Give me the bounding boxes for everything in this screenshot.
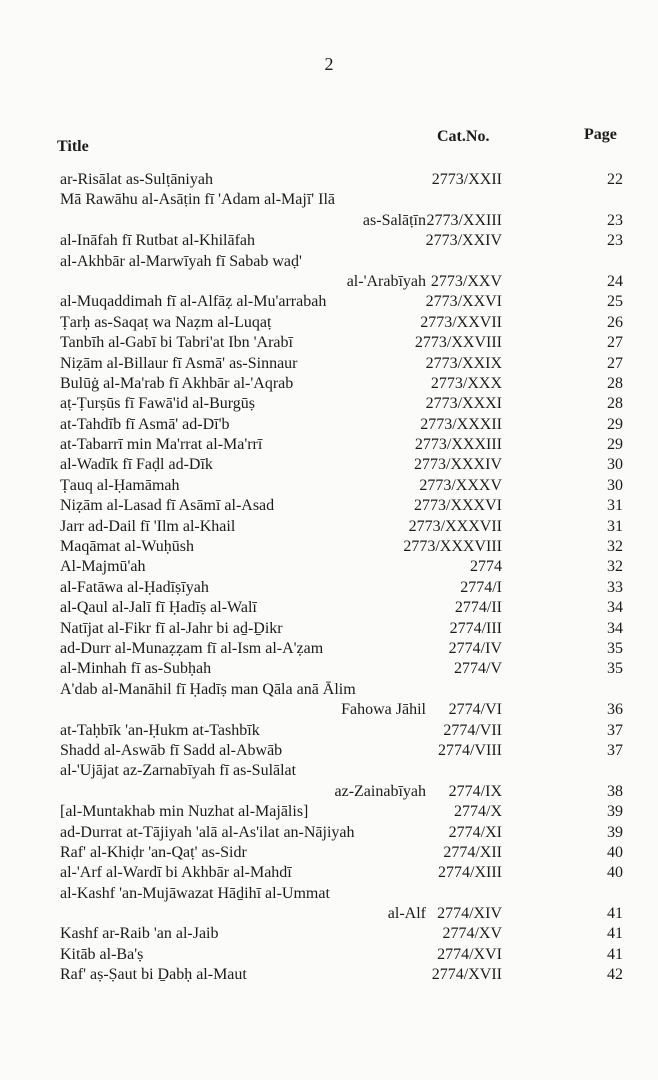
entry-line [0, 455, 658, 475]
entry-page-number: 36 [607, 701, 623, 719]
entry-title: al-'Ujājat az-Zarnabīyah fī as-Sulālat [60, 762, 297, 780]
entry-line [0, 435, 658, 455]
entry-catalog-number: 2773/XXXVII [408, 517, 502, 535]
catalog-entry [0, 517, 658, 537]
entry-title: Niẓām al-Billaur fī Asmā' as-Sinnaur [60, 354, 298, 372]
entry-title: ar-Risālat as-Sulṭāniyah [60, 171, 213, 188]
entry-page-number: 37 [607, 721, 623, 739]
entry-catalog-number: 2774/XIII [438, 864, 502, 882]
catalog-entry [0, 823, 658, 843]
entry-continuation-line [0, 700, 658, 720]
catalog-entry [0, 721, 658, 741]
catalog-entry [0, 924, 658, 944]
entry-page-number: 41 [607, 945, 623, 963]
entry-catalog-number: 2773/XXXIII [414, 436, 502, 454]
entry-line [0, 761, 658, 781]
entry-title: A'dab al-Manāhil fī Ḥadīṣ man Qāla anā Ālim [60, 680, 356, 698]
entry-page-number: 23 [607, 211, 623, 229]
entry-page-number: 29 [607, 415, 623, 433]
entry-page-number: 30 [607, 456, 623, 474]
entry-page-number: 28 [607, 395, 623, 413]
entry-title: Bulūġ al-Ma'rab fī Akhbār al-'Aqrab [60, 374, 294, 392]
entry-page-number: 27 [607, 334, 623, 352]
entry-page-number: 32 [607, 538, 623, 556]
entry-page-number: 39 [607, 823, 623, 841]
entry-title: Ṭarḥ as-Saqaṭ wa Naẓm al-Luqaṭ [60, 313, 272, 331]
entry-page-number: 31 [607, 517, 623, 535]
entry-line [0, 415, 658, 435]
entry-line [0, 333, 658, 353]
catalog-entry [0, 313, 658, 333]
entry-title: ad-Durr al-Munaẓẓam fī al-Ism al-A'ẓam [60, 639, 324, 657]
catalog-entry [0, 455, 658, 475]
entry-title: aṭ-Ṭurṣūs fī Fawā'id al-Burgūṣ [60, 395, 255, 413]
entry-page-number: 28 [607, 374, 623, 392]
entry-catalog-number: 2773/XXVII [420, 313, 502, 331]
entry-page-number: 37 [607, 741, 623, 759]
catalog-entry [0, 537, 658, 557]
catalog-entry [0, 680, 658, 721]
entry-page-number: 31 [607, 497, 623, 515]
catalog-entry [0, 619, 658, 639]
entry-line [0, 659, 658, 679]
entry-page-number: 32 [607, 558, 623, 576]
entry-catalog-number: 2774/V [454, 660, 502, 678]
catalog-entry [0, 578, 658, 598]
entry-title: at-Tahdīb fī Asmā' ad-Dī'b [60, 415, 230, 433]
entry-title-continuation: al-'Arabīyah [346, 272, 426, 290]
entry-line [0, 863, 658, 883]
catalog-entry [0, 843, 658, 863]
entry-line [0, 170, 658, 190]
entry-page-number: 29 [607, 436, 623, 454]
entry-page-number: 25 [607, 293, 623, 311]
catalog-entry [0, 639, 658, 659]
catalog-entry [0, 965, 658, 985]
entry-catalog-number: 2774/III [449, 619, 502, 637]
entry-page-number: 24 [607, 272, 623, 290]
entry-line [0, 680, 658, 700]
entry-title: al-Fatāwa al-Ḥadīṣīyah [60, 578, 209, 596]
page-number: 2 [324, 54, 334, 74]
entry-page-number: 42 [607, 966, 623, 984]
entry-catalog-number: 2774/XV [442, 925, 502, 943]
column-header [0, 128, 658, 154]
catalog-entry [0, 292, 658, 312]
entry-page-number: 40 [607, 864, 623, 882]
catalog-entry [0, 741, 658, 761]
entry-title: Raf' aṣ-Ṣaut bi Ḏabḥ al-Maut [60, 966, 247, 984]
entry-title: al-Wadīk fī Faḍl ad-Dīk [60, 456, 213, 474]
entry-catalog-number: 2773/XXV [430, 272, 502, 290]
catalog-entry [0, 231, 658, 251]
entry-title: Al-Majmū'ah [60, 558, 146, 576]
entry-title: Mā Rawāhu al-Asāṭin fī 'Adam al-Majī' Ilā [60, 191, 336, 209]
entry-catalog-number: 2774/XII [443, 843, 502, 861]
entry-line [0, 354, 658, 374]
entry-catalog-number: 2773/XXIV [425, 232, 502, 250]
entry-line [0, 496, 658, 516]
entry-title-continuation: al-Alf [387, 905, 426, 923]
entry-page-number: 22 [607, 171, 623, 188]
entry-page-number: 26 [607, 313, 623, 331]
catalog-entry [0, 884, 658, 925]
entry-catalog-number: 2774/IX [448, 782, 502, 800]
entry-line [0, 313, 658, 333]
entry-title: at-Taḥbīk 'an-Ḥukm at-Tashbīk [60, 721, 260, 739]
entry-title: Natījat al-Fikr fī al-Jahr bi aḏ-Ḏikr [60, 619, 283, 637]
catalog-entry [0, 598, 658, 618]
entry-page-number: 35 [607, 660, 623, 678]
entry-title: al-Muqaddimah fī al-Alfāẓ al-Mu'arrabah [60, 293, 327, 311]
entry-title: al-'Arf al-Wardī bi Akhbār al-Mahdī [60, 864, 292, 882]
entry-line [0, 721, 658, 741]
entry-catalog-number: 2774/II [454, 599, 502, 617]
entry-title: Tanbīh al-Gabī bi Tabri'at Ibn 'Arabī [60, 334, 293, 352]
entry-line [0, 741, 658, 761]
catalog-entry [0, 659, 658, 679]
entry-title: al-Kashf 'an-Mujāwazat Hāḏihī al-Ummat [60, 884, 330, 902]
catalog-entry [0, 252, 658, 293]
entry-catalog-number: 2773/XXII [431, 171, 502, 188]
entry-page-number: 34 [607, 619, 623, 637]
entry-line [0, 619, 658, 639]
entry-page-number: 33 [607, 578, 623, 596]
entry-page-number: 35 [607, 639, 623, 657]
entry-line [0, 945, 658, 965]
entry-catalog-number: 2774/VII [443, 721, 502, 739]
entry-catalog-number: 2774/VI [448, 701, 502, 719]
catalog-entry [0, 333, 658, 353]
entry-line [0, 884, 658, 904]
entry-page-number: 40 [607, 843, 623, 861]
entry-catalog-number: 2774/VIII [438, 741, 502, 759]
entry-catalog-number: 2773/XXIX [425, 354, 502, 372]
entry-title-continuation: Fahowa Jāhil [341, 701, 426, 719]
entry-catalog-number: 2773/XXVIII [414, 334, 502, 352]
entry-title: al-Ināfah fī Rutbat al-Khilāfah [60, 232, 256, 250]
entry-page-number: 41 [607, 905, 623, 923]
entry-title: at-Tabarrī min Ma'rrat al-Ma'rrī [60, 436, 263, 454]
entry-line [0, 537, 658, 557]
entry-continuation-line [0, 211, 658, 231]
entry-line [0, 252, 658, 272]
entry-title: Ṭauq al-Ḥamāmah [60, 476, 180, 494]
entry-catalog-number: 2774/XI [448, 823, 502, 841]
entry-line [0, 231, 658, 251]
entry-title: Niẓām al-Lasad fī Asāmī al-Asad [60, 497, 275, 515]
catalog-entry [0, 435, 658, 455]
entry-line [0, 517, 658, 537]
entry-title: Jarr ad-Dail fī 'Ilm al-Khail [60, 517, 236, 535]
entry-title: al-Qaul al-Jalī fī Ḥadīṣ al-Walī [60, 599, 257, 617]
entry-page-number: 27 [607, 354, 623, 372]
entry-continuation-line [0, 782, 658, 802]
entry-line [0, 598, 658, 618]
entry-line [0, 924, 658, 944]
entry-title: Kitāb al-Ba'ṣ [60, 945, 144, 963]
entry-line [0, 823, 658, 843]
entry-line [0, 374, 658, 394]
entry-catalog-number: 2774 [470, 558, 502, 576]
entry-title: ad-Durrat at-Tājiyah 'alā al-As'ilat an-Nājiyah [60, 823, 355, 841]
entry-line [0, 965, 658, 985]
entry-catalog-number: 2774/XIV [437, 905, 502, 923]
entry-line [0, 476, 658, 496]
entry-title-continuation: as-Salāṭīn [362, 211, 426, 229]
entry-catalog-number: 2773/XXXII [420, 415, 502, 433]
catalog-entry [0, 945, 658, 965]
entry-line [0, 578, 658, 598]
entry-page-number: 23 [607, 232, 623, 250]
entry-catalog-number: 2773/XXXVI [414, 497, 502, 515]
catalog-entry [0, 496, 658, 516]
catalog-entry [0, 802, 658, 822]
catalog-entry [0, 170, 658, 190]
catalog-entry [0, 415, 658, 435]
entry-title: Raf' al-Khiḍr 'an-Qaṭ' as-Sidr [60, 843, 247, 861]
entry-continuation-line [0, 272, 658, 292]
entry-page-number: 34 [607, 599, 623, 617]
entry-catalog-number: 2774/XVII [431, 966, 502, 984]
catalog-entry [0, 190, 658, 231]
entry-title: Shadd al-Aswāb fī Sadd al-Abwāb [60, 741, 283, 759]
entry-line [0, 843, 658, 863]
entry-line [0, 557, 658, 577]
entry-page-number: 41 [607, 925, 623, 943]
catalog-entries-list [0, 170, 658, 986]
title-column-header: Title [57, 138, 89, 155]
catalog-number-column-header: Cat.No. [437, 128, 490, 145]
catalog-entry [0, 557, 658, 577]
entry-catalog-number: 2773/XXXIV [414, 456, 502, 474]
entry-catalog-number: 2774/X [454, 803, 502, 821]
entry-title: al-Akhbār al-Marwīyah fī Sabab waḍ' [60, 252, 302, 270]
entry-catalog-number: 2774/I [460, 578, 502, 596]
entry-page-number: 30 [607, 476, 623, 494]
entry-line [0, 292, 658, 312]
entry-continuation-line [0, 904, 658, 924]
entry-catalog-number: 2773/XXXV [419, 476, 502, 494]
catalog-entry [0, 354, 658, 374]
entry-page-number: 38 [607, 782, 623, 800]
entry-title: [al-Muntakhab min Nuzhat al-Majālis] [60, 803, 309, 821]
entry-catalog-number: 2773/XXIII [426, 211, 502, 229]
entry-catalog-number: 2774/IV [448, 639, 502, 657]
catalog-entry [0, 863, 658, 883]
entry-catalog-number: 2773/XXXVIII [403, 538, 502, 556]
entry-line [0, 802, 658, 822]
entry-catalog-number: 2774/XVI [437, 945, 502, 963]
entry-catalog-number: 2773/XXXI [425, 395, 502, 413]
entry-line [0, 190, 658, 210]
page-column-header: Page [584, 126, 617, 143]
entry-line [0, 394, 658, 414]
catalog-entry [0, 394, 658, 414]
entry-catalog-number: 2773/XXX [430, 374, 502, 392]
catalog-entry [0, 374, 658, 394]
catalog-entry [0, 476, 658, 496]
entry-title: Maqāmat al-Wuḥūsh [60, 538, 194, 556]
catalog-entry [0, 761, 658, 802]
entry-title: Kashf ar-Raib 'an al-Jaib [60, 925, 219, 943]
entry-title-continuation: az-Zainabīyah [334, 782, 426, 800]
entry-page-number: 39 [607, 803, 623, 821]
entry-catalog-number: 2773/XXVI [425, 293, 502, 311]
entry-title: al-Minhah fī as-Subḥah [60, 660, 212, 678]
entry-line [0, 639, 658, 659]
